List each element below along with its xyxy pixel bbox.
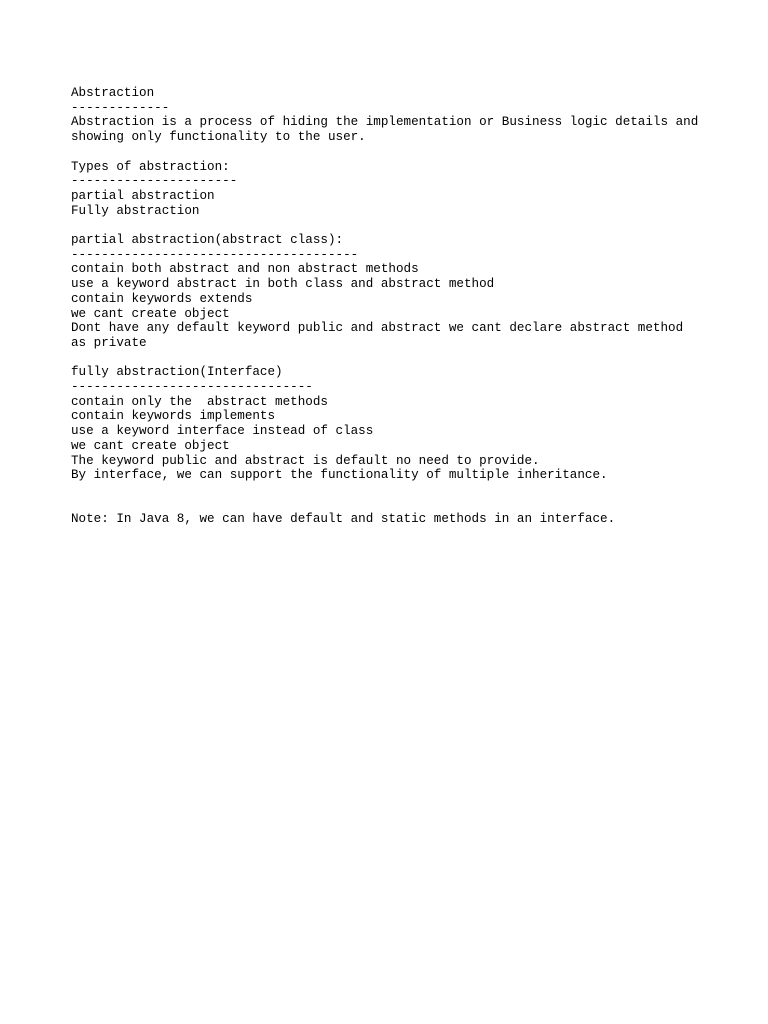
body-line: as private <box>71 335 147 350</box>
section-heading: partial abstraction(abstract class): <box>71 233 344 247</box>
section-abstraction <box>71 86 731 145</box>
spacer <box>71 483 731 512</box>
heading-underline: -------------------------------------- <box>71 247 359 262</box>
body-line: we cant create object <box>71 306 230 321</box>
body-line: The keyword public and abstract is default no need to provide. <box>71 453 540 468</box>
body-line: Fully abstraction <box>71 203 200 218</box>
body-line: By interface, we can support the functionality of multiple inheritance. <box>71 468 608 483</box>
section-heading: fully abstraction(Interface) <box>71 365 283 380</box>
body-line: Abstraction is a process of hiding the implementation or Business logic details and <box>71 115 699 130</box>
section-fully-abstraction <box>71 365 731 483</box>
heading-underline: -------------------------------- <box>71 380 313 395</box>
heading-underline: ------------- <box>71 100 170 115</box>
spacer <box>71 145 731 160</box>
section-heading: Types of abstraction: <box>71 159 230 174</box>
spacer <box>71 218 731 233</box>
body-line: contain both abstract and non abstract methods <box>71 262 419 277</box>
body-line: use a keyword abstract in both class and abstract method <box>71 277 495 292</box>
heading-underline: ---------------------- <box>71 174 238 189</box>
body-line: contain keywords extends <box>71 291 253 306</box>
section-note <box>71 512 731 527</box>
body-line: showing only functionality to the user. <box>71 130 366 145</box>
document-page <box>71 86 731 527</box>
body-line: partial abstraction <box>71 188 215 203</box>
spacer <box>71 351 731 366</box>
section-types <box>71 160 731 219</box>
note-line: Note: In Java 8, we can have default and static methods in an interface. <box>71 512 616 527</box>
section-partial-abstraction <box>71 233 731 351</box>
body-line: contain keywords implements <box>71 409 276 424</box>
body-line: use a keyword interface instead of class <box>71 424 374 439</box>
body-line: Dont have any default keyword public and abstract we cant declare abstract method <box>71 321 684 336</box>
section-heading: Abstraction <box>71 86 155 100</box>
body-line: we cant create object <box>71 438 230 453</box>
body-line: contain only the abstract methods <box>71 394 328 409</box>
